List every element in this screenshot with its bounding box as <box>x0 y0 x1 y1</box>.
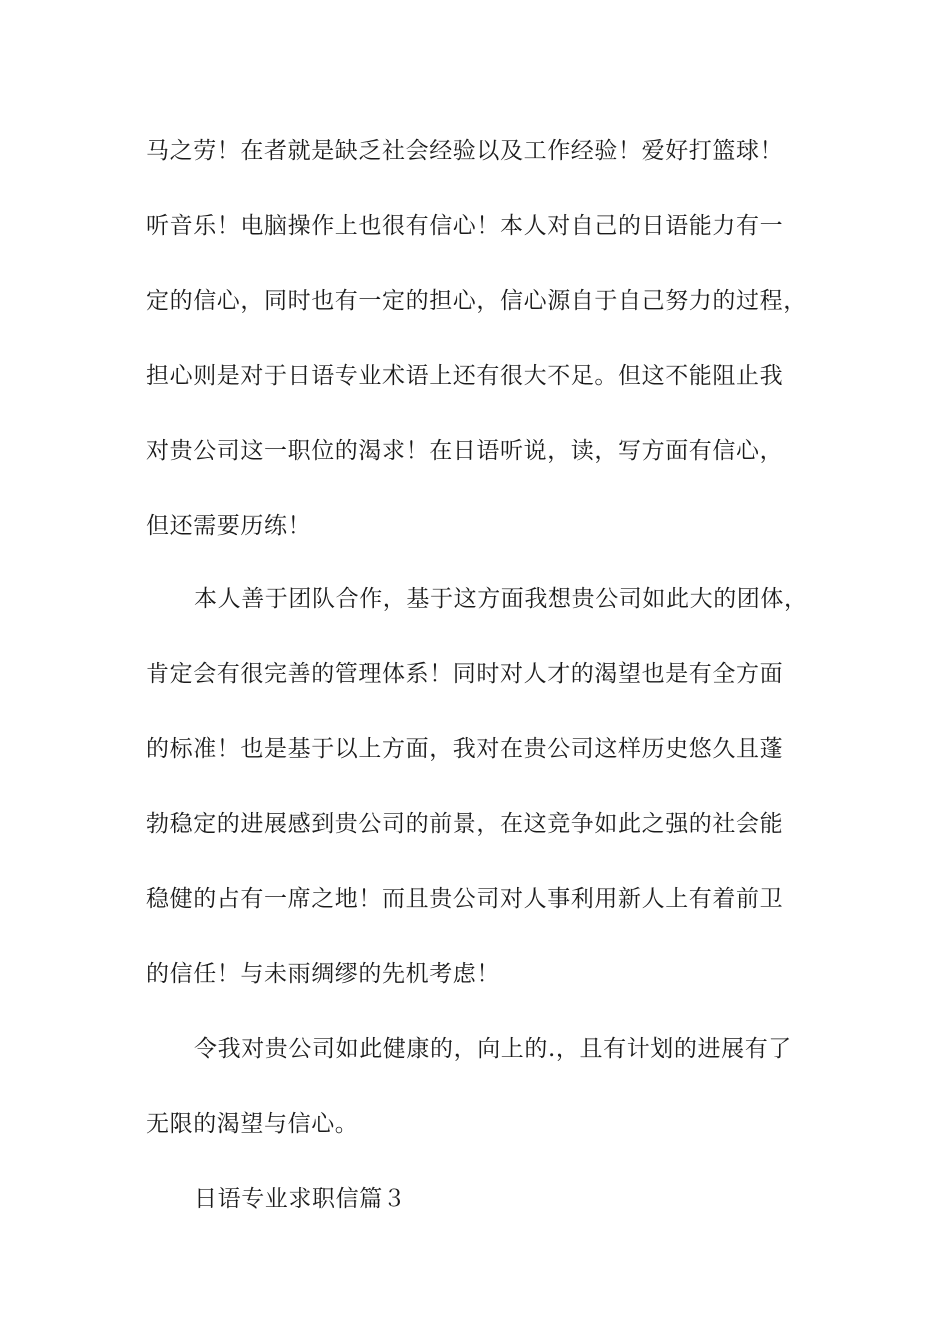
paragraph-line: 但还需要历练！ <box>146 513 312 539</box>
paragraph-line: 勃稳定的进展感到贵公司的前景，在这竞争如此之强的社会能 <box>146 811 784 837</box>
paragraph-line: 肯定会有很完善的管理体系！同时对人才的渴望也是有全方面 <box>146 661 784 687</box>
paragraph-line: 听音乐！电脑操作上也很有信心！本人对自己的日语能力有一 <box>146 213 784 239</box>
paragraph-line: 稳健的占有一席之地！而且贵公司对人事利用新人上有着前卫 <box>146 886 784 912</box>
paragraph-line: 对贵公司这一职位的渴求！在日语听说，读，写方面有信心， <box>146 438 784 464</box>
paragraph-line: 无限的渴望与信心。 <box>146 1111 359 1137</box>
paragraph-line: 担心则是对于日语专业术语上还有很大不足。但这不能阻止我 <box>146 363 784 389</box>
paragraph-line: 马之劳！在者就是缺乏社会经验以及工作经验！爱好打篮球！ <box>146 138 784 164</box>
paragraph-line: 令我对贵公司如此健康的，向上的.，且有计划的进展有了 <box>194 1036 792 1062</box>
paragraph-line: 本人善于团队合作，基于这方面我想贵公司如此大的团体， <box>194 586 808 612</box>
section-heading: 日语专业求职信篇３ <box>194 1186 407 1212</box>
paragraph-line: 的标准！也是基于以上方面，我对在贵公司这样历史悠久且蓬 <box>146 736 784 762</box>
paragraph-line: 的信任！与未雨绸缪的先机考虑！ <box>146 961 500 987</box>
paragraph-line: 定的信心，同时也有一定的担心，信心源自于自己努力的过程， <box>146 288 807 314</box>
